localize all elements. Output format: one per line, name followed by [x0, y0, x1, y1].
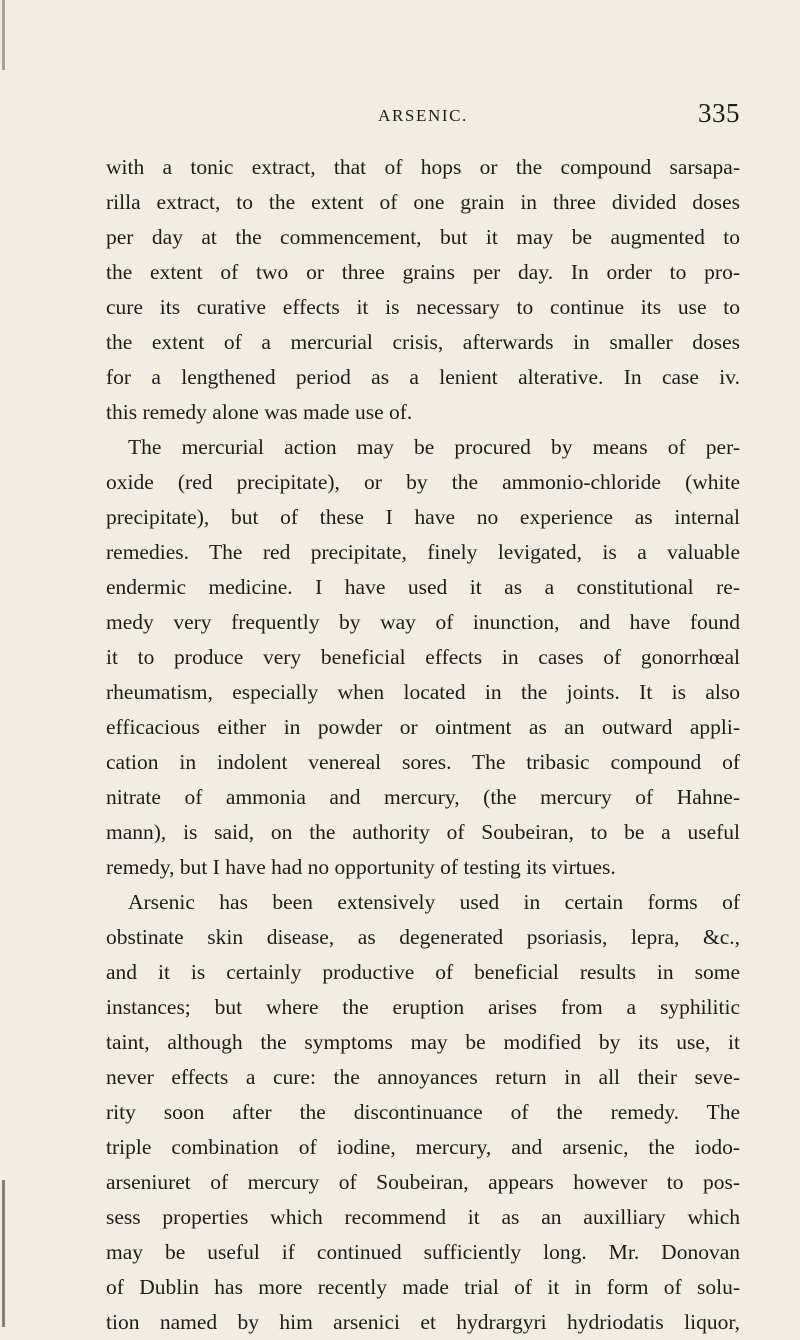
text-line: tion named by him arsenici et hydrargyri hydriodatis liquor, — [106, 1310, 740, 1334]
text-line: it to produce very beneficial effects in cases of gonorrhœal — [106, 645, 740, 669]
text-line: precipitate), but of these I have no experience as internal — [106, 505, 740, 529]
text-line: taint, although the symptoms may be modified by its use, it — [106, 1030, 740, 1054]
text-line: for a lengthened period as a lenient alterative. In case iv. — [106, 365, 740, 389]
text-line: rilla extract, to the extent of one grain in three divided doses — [106, 190, 740, 214]
text-line: endermic medicine. I have used it as a constitutional re- — [106, 575, 740, 599]
text-line: the extent of a mercurial crisis, afterwards in smaller doses — [106, 330, 740, 354]
text-line: remedy, but I have had no opportunity of testing its virtues. — [106, 855, 616, 879]
text-line: arseniuret of mercury of Soubeiran, appears however to pos- — [106, 1170, 740, 1194]
gutter-shadow-top — [2, 0, 5, 70]
text-line: rity soon after the discontinuance of the remedy. The — [106, 1100, 740, 1124]
text-line: nitrate of ammonia and mercury, (the mercury of Hahne- — [106, 785, 740, 809]
text-line: efficacious either in powder or ointment as an outward appli- — [106, 715, 740, 739]
text-line: this remedy alone was made use of. — [106, 400, 413, 424]
text-line: rheumatism, especially when located in the joints. It is also — [106, 680, 740, 704]
text-line: The mercurial action may be procured by means of per- — [128, 435, 740, 459]
text-line: with a tonic extract, that of hops or the compound sarsapa- — [106, 155, 740, 179]
text-line: remedies. The red precipitate, finely levigated, is a valuable — [106, 540, 740, 564]
text-line: never effects a cure: the annoyances return in all their seve- — [106, 1065, 740, 1089]
text-line: mann), is said, on the authority of Soubeiran, to be a useful — [106, 820, 740, 844]
running-head: ARSENIC. — [378, 106, 468, 125]
text-line: the extent of two or three grains per day. In order to pro- — [106, 260, 740, 284]
text-line: cure its curative effects it is necessary to continue its use to — [106, 295, 740, 319]
text-line: obstinate skin disease, as degenerated psoriasis, lepra, &c., — [106, 925, 740, 949]
text-line: and it is certainly productive of beneficial results in some — [106, 960, 740, 984]
text-line: medy very frequently by way of inunction, and have found — [106, 610, 740, 634]
text-line: triple combination of iodine, mercury, and arsenic, the iodo- — [106, 1135, 740, 1159]
text-line: oxide (red precipitate), or by the ammonio-chloride (white — [106, 470, 740, 494]
text-line: Arsenic has been extensively used in certain forms of — [128, 890, 740, 914]
text-line: may be useful if continued sufficiently long. Mr. Donovan — [106, 1240, 740, 1264]
page-number: 335 — [698, 98, 740, 128]
text-line: of Dublin has more recently made trial of it in form of solu- — [106, 1275, 740, 1299]
text-line: per day at the commencement, but it may be augmented to — [106, 225, 740, 249]
text-line: sess properties which recommend it as an auxilliary which — [106, 1205, 740, 1229]
gutter-shadow-bottom — [2, 1180, 5, 1327]
body-text — [106, 150, 740, 1340]
text-line: instances; but where the eruption arises from a syphilitic — [106, 995, 740, 1019]
page-header — [106, 98, 740, 138]
text-line: cation in indolent venereal sores. The tribasic compound of — [106, 750, 740, 774]
